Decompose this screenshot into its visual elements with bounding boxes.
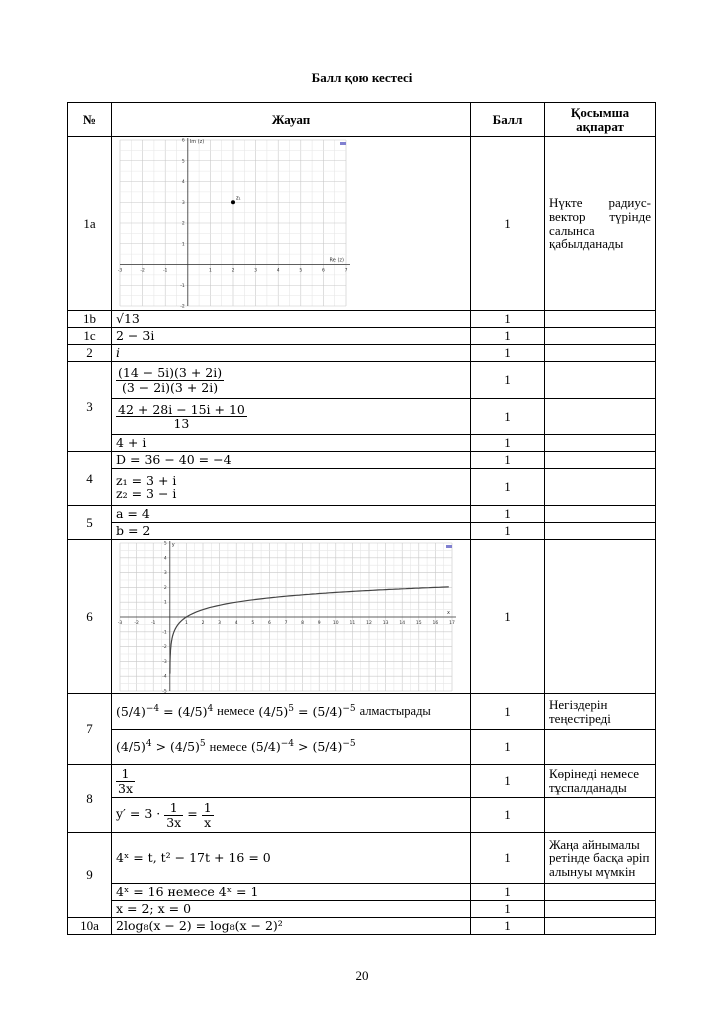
table-row-3a	[68, 362, 656, 399]
table-row-5a	[68, 506, 656, 523]
x-tick-label: -1	[162, 268, 168, 273]
row-num: 1b	[68, 311, 112, 328]
point-label: z₁	[236, 194, 241, 201]
x-tick-label: 4	[276, 268, 280, 273]
row-score: 1	[471, 311, 545, 328]
table-row-9b	[68, 884, 656, 901]
fraction-denominator: 13	[173, 416, 190, 431]
row-answer-fraction	[112, 399, 471, 435]
y-tick-label: 4	[163, 555, 167, 561]
x-tick-label: 2	[201, 620, 205, 626]
y-tick-label: 5	[181, 158, 185, 164]
row-info-empty	[545, 469, 656, 506]
answer-plot-complex	[112, 137, 471, 311]
y-tick-label: -2	[180, 304, 185, 309]
toolbar-icon	[340, 142, 346, 145]
y-tick-label: 4	[181, 179, 185, 185]
row-info: Көрінеді немесе тұспалданады	[545, 765, 656, 798]
y-tick-label: 1	[163, 600, 167, 606]
x-tick-label: 11	[349, 620, 356, 626]
row-score: 1	[471, 469, 545, 506]
row-score: 1	[471, 694, 545, 730]
or-word: немесе	[209, 740, 247, 755]
header-answer: Жауап	[112, 103, 471, 137]
row-score: 1	[471, 399, 545, 435]
row-num: 7	[68, 694, 112, 765]
row-answer-fraction	[112, 765, 471, 798]
row-score: 1	[471, 730, 545, 765]
or-word: немесе	[217, 704, 255, 719]
row-num: 1a	[68, 137, 112, 311]
row-info: Нүкте радиус-вектор түрінде салынса қабылданады	[545, 137, 656, 311]
row-num: 10a	[68, 918, 112, 935]
power-expression: $(4/5)^4 > (4/5)^5$	[116, 738, 206, 755]
table-row-4a	[68, 452, 656, 469]
row-num: 9	[68, 833, 112, 918]
y-tick-label: -1	[180, 283, 185, 289]
row-score: 1	[471, 362, 545, 399]
y-axis-label: Im (z)	[189, 138, 205, 145]
toolbar-icon	[446, 545, 452, 548]
x-tick-label: 3	[254, 268, 258, 273]
row-info-empty	[545, 918, 656, 935]
row-answer: 4 + i	[112, 435, 471, 452]
row-num: 5	[68, 506, 112, 540]
table-row-8a	[68, 765, 656, 798]
fraction	[164, 801, 183, 828]
row-score: 1	[471, 884, 545, 901]
fraction	[202, 801, 214, 828]
header-row	[68, 103, 656, 137]
fraction-numerator: 42 + 28i − 15i + 10	[118, 401, 245, 417]
page-number: 20	[355, 968, 369, 983]
x-tick-label: 10	[332, 620, 339, 626]
row-answer: √13	[112, 311, 471, 328]
x-tick-label: 2	[231, 268, 235, 273]
y-tick-label: -3	[162, 659, 167, 665]
row-info: Жаңа айнымалы ретінде басқа әріп алынуы мүмкін	[545, 833, 656, 884]
row-score: 1	[471, 506, 545, 523]
row-num: 6	[68, 540, 112, 694]
row-info-empty	[545, 506, 656, 523]
header-score: Балл	[471, 103, 545, 137]
x-tick-label: -2	[134, 620, 139, 626]
table-row-9c	[68, 901, 656, 918]
row-info-empty	[545, 730, 656, 765]
equals-sign: =	[187, 806, 198, 822]
table-row-10a	[68, 918, 656, 935]
x-tick-label: 17	[449, 620, 455, 626]
row-score: 1	[471, 798, 545, 833]
y-tick-label: 1	[181, 241, 185, 247]
row-score: 1	[471, 523, 545, 540]
row-score: 1	[471, 137, 545, 311]
function-plot	[118, 541, 458, 693]
power-expression: $(4/5)^5 = (5/4)^{-5}$	[258, 703, 356, 719]
row-answer: b = 2	[112, 523, 471, 540]
table-row-1b	[68, 311, 656, 328]
x-tick-label: 5	[251, 620, 255, 626]
x-tick-label: 4	[234, 620, 238, 626]
header-num: №	[68, 103, 112, 137]
row-answer: 2log₈(x − 2) = log₈(x − 2)²	[112, 918, 471, 935]
fraction	[116, 366, 224, 393]
table-row-5b	[68, 523, 656, 540]
row-answer: 4ˣ = t, t² − 17t + 16 = 0	[112, 833, 471, 884]
x-axis-label: x	[447, 609, 450, 616]
row-answer: a = 4	[112, 506, 471, 523]
table-row-9a	[68, 833, 656, 884]
row-info-empty	[545, 452, 656, 469]
fraction-denominator: 3x	[166, 814, 182, 830]
row-num: 2	[68, 345, 112, 362]
row-score: 1	[471, 540, 545, 694]
row-answer-fraction	[112, 362, 471, 399]
row-answer-powers	[112, 694, 471, 730]
y-tick-label: 3	[163, 570, 167, 576]
fraction	[116, 403, 247, 430]
replace-word: алмастырады	[359, 704, 431, 719]
row-answer: x = 2; x = 0	[112, 901, 471, 918]
table-row-8b	[68, 798, 656, 833]
x-tick-label: -3	[117, 268, 123, 273]
row-info-empty	[545, 345, 656, 362]
y-tick-label: -4	[162, 674, 167, 680]
page-title: Балл қою кестесі	[311, 70, 413, 85]
row-info-empty	[545, 311, 656, 328]
y-tick-label: 6	[181, 138, 185, 143]
row-answer: 2 − 3i	[112, 328, 471, 345]
x-tick-label: 16	[432, 620, 439, 626]
power-expression: $(5/4)^{-4} > (5/4)^{-5}$	[250, 738, 356, 755]
row-answer: D = 36 − 40 = −4	[112, 452, 471, 469]
row-score: 1	[471, 765, 545, 798]
complex-plane-plot	[114, 138, 354, 310]
x-tick-label: 12	[366, 620, 372, 626]
table-row-7a	[68, 694, 656, 730]
y-tick-label: 2	[163, 585, 167, 591]
row-score: 1	[471, 901, 545, 918]
row-info-empty	[545, 523, 656, 540]
x-tick-label: 1	[184, 620, 188, 626]
row-score: 1	[471, 435, 545, 452]
y-tick-label: 3	[181, 200, 185, 206]
fraction-numerator: 1	[164, 801, 183, 815]
row-num: 4	[68, 452, 112, 506]
x-tick-label: 7	[284, 620, 288, 626]
x-tick-label: 3	[218, 620, 222, 626]
x-tick-label: 7	[344, 268, 348, 273]
table-row-1c	[68, 328, 656, 345]
row-answer-powers	[112, 730, 471, 765]
x-tick-label: 14	[399, 620, 406, 626]
x-tick-label: 6	[321, 268, 325, 273]
y-tick-label: 5	[163, 541, 167, 546]
row-info-empty	[545, 399, 656, 435]
x-tick-label: 15	[415, 620, 422, 626]
x-tick-label: -3	[118, 620, 123, 626]
fraction-numerator: (14 − 5i)(3 + 2i)	[118, 365, 223, 381]
row-answer-roots	[112, 469, 471, 506]
fraction-denominator: (3 − 2i)(3 + 2i)	[121, 379, 219, 395]
x-tick-label: 5	[299, 268, 303, 273]
function-curve	[170, 586, 449, 673]
row-answer: 4ˣ = 16 немесе 4ˣ = 1	[112, 884, 471, 901]
fraction-numerator: 1	[116, 767, 135, 781]
answer-plot-function	[112, 540, 471, 694]
row-info: Негіздерін теңестіреді	[545, 694, 656, 730]
row-info-empty	[545, 901, 656, 918]
table-row-3c	[68, 435, 656, 452]
x-tick-label: 8	[301, 620, 305, 626]
y-tick-label: -1	[162, 629, 167, 635]
y-axis-label: y	[171, 541, 175, 548]
row-num: 1c	[68, 328, 112, 345]
row-score: 1	[471, 918, 545, 935]
row-score: 1	[471, 328, 545, 345]
row-score: 1	[471, 833, 545, 884]
y-tick-label: 2	[181, 221, 185, 226]
header-info: Қосымша ақпарат	[545, 103, 656, 137]
x-tick-label: 6	[267, 620, 271, 626]
fraction-denominator: 3x	[118, 780, 134, 796]
table-row-4b	[68, 469, 656, 506]
table-row-3b	[68, 399, 656, 435]
row-score: 1	[471, 452, 545, 469]
row-info-empty	[545, 540, 656, 694]
x-tick-label: -1	[150, 620, 156, 626]
root-2: z₂ = 3 − i	[116, 486, 177, 501]
fraction-denominator: x	[204, 814, 212, 830]
fraction	[116, 767, 135, 794]
x-tick-label: 13	[382, 620, 389, 626]
table-row-2	[68, 345, 656, 362]
y-tick-label: -5	[162, 689, 167, 693]
row-score: 1	[471, 345, 545, 362]
point-z1	[231, 200, 235, 204]
root-1: z₁ = 3 + i	[116, 472, 177, 488]
derivative-prefix: y′ = 3 ·	[116, 806, 161, 822]
row-num: 3	[68, 362, 112, 452]
x-tick-label: 1	[208, 268, 212, 273]
row-info-empty	[545, 328, 656, 345]
x-axis-label: Re (z)	[329, 257, 344, 263]
score-table	[67, 102, 656, 935]
row-info-empty	[545, 435, 656, 452]
table-row-1a	[68, 137, 656, 311]
row-answer: i	[112, 345, 471, 362]
row-info-empty	[545, 884, 656, 901]
row-num: 8	[68, 765, 112, 833]
table-row-7b	[68, 730, 656, 765]
power-expression: $(5/4)^{-4} = (4/5)^4$	[116, 703, 214, 719]
x-tick-label: -2	[140, 268, 145, 273]
fraction-numerator: 1	[203, 800, 212, 816]
y-tick-label: -2	[162, 644, 167, 650]
x-tick-label: 9	[317, 620, 321, 626]
row-answer-derivative	[112, 798, 471, 833]
row-info-empty	[545, 798, 656, 833]
table-row-6	[68, 540, 656, 694]
row-info-empty	[545, 362, 656, 399]
